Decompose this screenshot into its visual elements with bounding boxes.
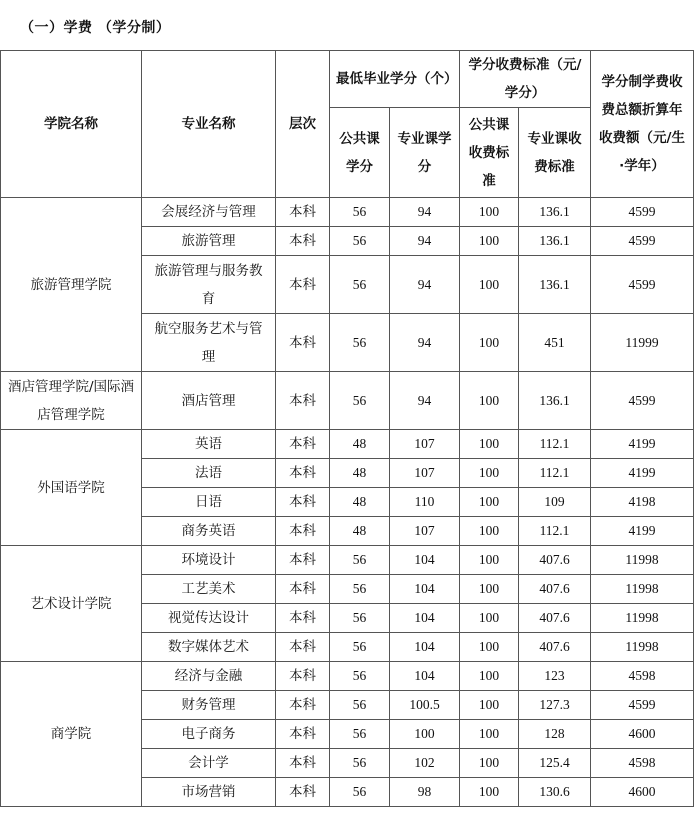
public-fee-cell: 100 [460, 372, 519, 430]
header-credit-fee: 学分收费标准（元/学分） [460, 51, 591, 108]
public-credits-cell: 56 [330, 691, 390, 720]
header-min-credits: 最低毕业学分（个） [330, 51, 460, 108]
college-name-cell: 外国语学院 [1, 430, 142, 546]
public-credits-cell: 56 [330, 256, 390, 314]
level-cell: 本科 [276, 633, 330, 662]
major-fee-cell: 407.6 [519, 546, 591, 575]
public-credits-cell: 48 [330, 459, 390, 488]
level-cell: 本科 [276, 314, 330, 372]
table-header [1, 51, 694, 198]
public-credits-cell: 48 [330, 517, 390, 546]
major-credits-cell: 107 [390, 517, 460, 546]
table-row [1, 662, 694, 691]
level-cell: 本科 [276, 662, 330, 691]
major-name-cell: 会展经济与管理 [142, 198, 276, 227]
major-credits-cell: 94 [390, 198, 460, 227]
major-fee-cell: 128 [519, 720, 591, 749]
major-fee-cell: 136.1 [519, 227, 591, 256]
major-fee-cell: 127.3 [519, 691, 591, 720]
major-credits-cell: 100 [390, 720, 460, 749]
major-fee-cell: 112.1 [519, 517, 591, 546]
total-fee-cell: 11998 [591, 604, 694, 633]
public-fee-cell: 100 [460, 227, 519, 256]
major-name-cell: 商务英语 [142, 517, 276, 546]
major-fee-cell: 112.1 [519, 430, 591, 459]
header-public-fee: 公共课收费标准 [460, 108, 519, 198]
public-credits-cell: 56 [330, 749, 390, 778]
major-name-cell: 环境设计 [142, 546, 276, 575]
total-fee-cell: 4599 [591, 227, 694, 256]
public-fee-cell: 100 [460, 430, 519, 459]
major-fee-cell: 125.4 [519, 749, 591, 778]
major-credits-cell: 107 [390, 430, 460, 459]
total-fee-cell: 4598 [591, 662, 694, 691]
total-fee-cell: 4199 [591, 430, 694, 459]
level-cell: 本科 [276, 720, 330, 749]
major-credits-cell: 104 [390, 662, 460, 691]
public-credits-cell: 56 [330, 372, 390, 430]
major-fee-cell: 136.1 [519, 198, 591, 227]
total-fee-cell: 4599 [591, 198, 694, 227]
major-credits-cell: 107 [390, 459, 460, 488]
major-credits-cell: 104 [390, 633, 460, 662]
public-credits-cell: 56 [330, 604, 390, 633]
public-fee-cell: 100 [460, 720, 519, 749]
header-total-fee: 学分制学费收费总额折算年收费额（元/生·学年） [591, 51, 694, 198]
major-fee-cell: 123 [519, 662, 591, 691]
major-fee-cell: 407.6 [519, 604, 591, 633]
public-fee-cell: 100 [460, 778, 519, 807]
table-row [1, 430, 694, 459]
major-name-cell: 酒店管理 [142, 372, 276, 430]
total-fee-cell: 11998 [591, 546, 694, 575]
major-name-cell: 法语 [142, 459, 276, 488]
section-title: （一）学费 （学分制） [20, 20, 171, 36]
total-fee-cell: 4598 [591, 749, 694, 778]
total-fee-cell: 4600 [591, 720, 694, 749]
major-credits-cell: 104 [390, 546, 460, 575]
level-cell: 本科 [276, 604, 330, 633]
public-fee-cell: 100 [460, 604, 519, 633]
total-fee-cell: 4600 [591, 778, 694, 807]
major-credits-cell: 110 [390, 488, 460, 517]
public-credits-cell: 48 [330, 430, 390, 459]
public-credits-cell: 56 [330, 575, 390, 604]
college-name-cell: 旅游管理学院 [1, 198, 142, 372]
public-fee-cell: 100 [460, 575, 519, 604]
major-name-cell: 会计学 [142, 749, 276, 778]
major-credits-cell: 98 [390, 778, 460, 807]
college-name-cell: 酒店管理学院/国际酒店管理学院 [1, 372, 142, 430]
level-cell: 本科 [276, 517, 330, 546]
level-cell: 本科 [276, 372, 330, 430]
major-name-cell: 旅游管理 [142, 227, 276, 256]
header-major-credits: 专业课学分 [390, 108, 460, 198]
public-credits-cell: 56 [330, 227, 390, 256]
total-fee-cell: 11999 [591, 314, 694, 372]
major-credits-cell: 100.5 [390, 691, 460, 720]
level-cell: 本科 [276, 749, 330, 778]
major-fee-cell: 109 [519, 488, 591, 517]
level-cell: 本科 [276, 430, 330, 459]
public-credits-cell: 56 [330, 198, 390, 227]
major-fee-cell: 112.1 [519, 459, 591, 488]
level-cell: 本科 [276, 488, 330, 517]
level-cell: 本科 [276, 198, 330, 227]
total-fee-cell: 4599 [591, 256, 694, 314]
public-credits-cell: 56 [330, 633, 390, 662]
major-fee-cell: 407.6 [519, 633, 591, 662]
total-fee-cell: 4599 [591, 691, 694, 720]
major-credits-cell: 104 [390, 604, 460, 633]
major-fee-cell: 451 [519, 314, 591, 372]
table-row [1, 198, 694, 227]
major-fee-cell: 407.6 [519, 575, 591, 604]
major-name-cell: 视觉传达设计 [142, 604, 276, 633]
major-credits-cell: 94 [390, 256, 460, 314]
header-major: 专业名称 [142, 51, 276, 198]
public-fee-cell: 100 [460, 546, 519, 575]
total-fee-cell: 4199 [591, 459, 694, 488]
public-credits-cell: 56 [330, 314, 390, 372]
public-credits-cell: 56 [330, 546, 390, 575]
total-fee-cell: 11998 [591, 575, 694, 604]
public-fee-cell: 100 [460, 459, 519, 488]
public-credits-cell: 48 [330, 488, 390, 517]
major-credits-cell: 102 [390, 749, 460, 778]
major-name-cell: 旅游管理与服务教育 [142, 256, 276, 314]
level-cell: 本科 [276, 575, 330, 604]
level-cell: 本科 [276, 778, 330, 807]
header-college: 学院名称 [1, 51, 142, 198]
header-public-credits: 公共课学分 [330, 108, 390, 198]
total-fee-cell: 11998 [591, 633, 694, 662]
public-fee-cell: 100 [460, 314, 519, 372]
tuition-table [0, 50, 694, 807]
major-name-cell: 日语 [142, 488, 276, 517]
level-cell: 本科 [276, 691, 330, 720]
major-name-cell: 电子商务 [142, 720, 276, 749]
major-name-cell: 工艺美术 [142, 575, 276, 604]
level-cell: 本科 [276, 227, 330, 256]
public-fee-cell: 100 [460, 749, 519, 778]
major-credits-cell: 94 [390, 314, 460, 372]
header-major-fee: 专业课收费标准 [519, 108, 591, 198]
total-fee-cell: 4199 [591, 517, 694, 546]
level-cell: 本科 [276, 256, 330, 314]
major-name-cell: 市场营销 [142, 778, 276, 807]
major-name-cell: 英语 [142, 430, 276, 459]
major-name-cell: 财务管理 [142, 691, 276, 720]
table-body [1, 198, 694, 807]
public-fee-cell: 100 [460, 662, 519, 691]
major-name-cell: 数字媒体艺术 [142, 633, 276, 662]
major-credits-cell: 94 [390, 227, 460, 256]
major-fee-cell: 136.1 [519, 372, 591, 430]
public-credits-cell: 56 [330, 720, 390, 749]
public-fee-cell: 100 [460, 488, 519, 517]
major-fee-cell: 130.6 [519, 778, 591, 807]
public-fee-cell: 100 [460, 633, 519, 662]
level-cell: 本科 [276, 459, 330, 488]
public-credits-cell: 56 [330, 662, 390, 691]
public-fee-cell: 100 [460, 517, 519, 546]
major-name-cell: 经济与金融 [142, 662, 276, 691]
college-name-cell: 艺术设计学院 [1, 546, 142, 662]
level-cell: 本科 [276, 546, 330, 575]
college-name-cell: 商学院 [1, 662, 142, 807]
public-fee-cell: 100 [460, 198, 519, 227]
major-credits-cell: 94 [390, 372, 460, 430]
header-level: 层次 [276, 51, 330, 198]
public-fee-cell: 100 [460, 691, 519, 720]
total-fee-cell: 4599 [591, 372, 694, 430]
major-name-cell: 航空服务艺术与管理 [142, 314, 276, 372]
table-row [1, 546, 694, 575]
major-credits-cell: 104 [390, 575, 460, 604]
public-fee-cell: 100 [460, 256, 519, 314]
total-fee-cell: 4198 [591, 488, 694, 517]
major-fee-cell: 136.1 [519, 256, 591, 314]
public-credits-cell: 56 [330, 778, 390, 807]
table-row [1, 372, 694, 430]
